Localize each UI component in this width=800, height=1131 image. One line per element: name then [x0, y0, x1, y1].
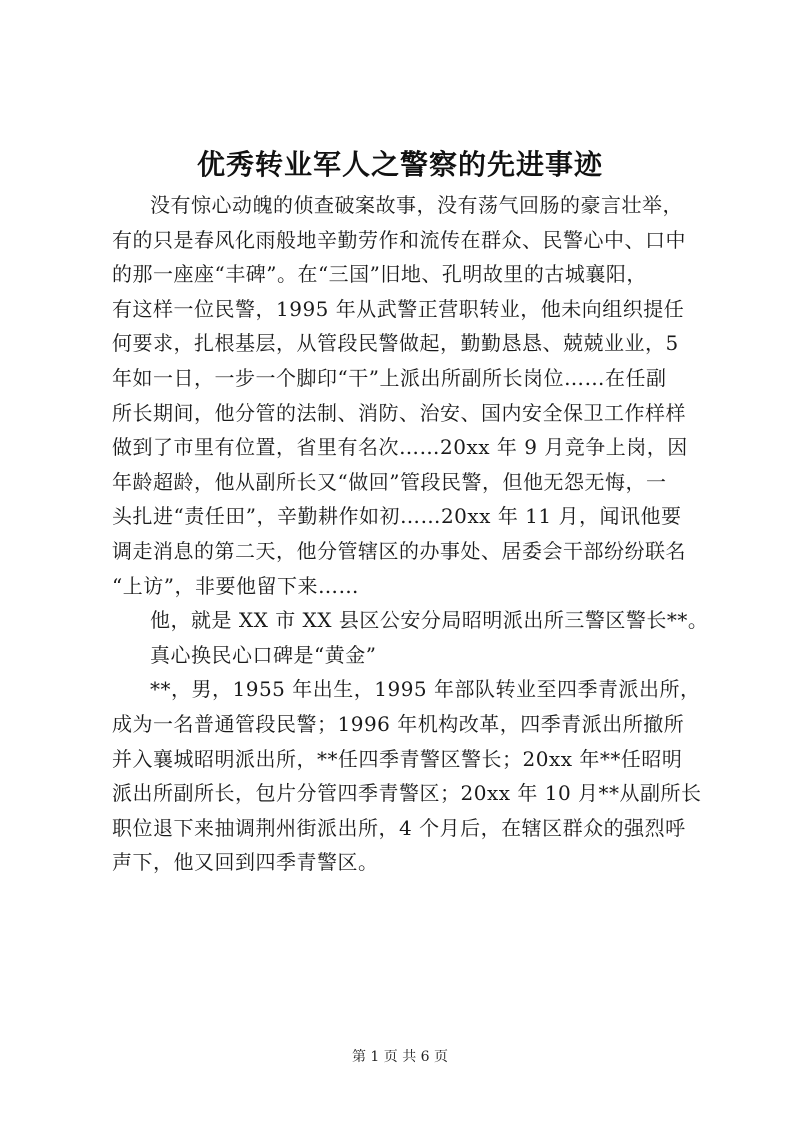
body-line: 做到了市里有位置，省里有名次……20xx 年 9 月竞争上岗，因 [112, 435, 688, 460]
body-line: 有的只是春风化雨般地辛勤劳作和流传在群众、民警心中、口中 [112, 227, 686, 252]
body-line: 没有惊心动魄的侦查破案故事，没有荡气回肠的豪言壮举， [150, 193, 683, 217]
body-line: 何要求，扎根基层，从管段民警做起，勤勤恳恳、兢兢业业，5 [112, 331, 679, 356]
body-line: 他，就是 XX 市 XX 县区公安分局昭明派出所三警区警长**。 [150, 608, 709, 633]
body-line: 所长期间，他分管的法制、消防、治安、国内安全保卫工作样样 [112, 400, 686, 425]
page-number: 第 1 页 共 6 页 [351, 1049, 449, 1065]
body-line: “上访”，非要他留下来…… [112, 573, 359, 598]
body-line: 的那一座座“丰碑”。在“三国”旧地、孔明故里的古城襄阳， [112, 262, 647, 287]
section-heading: 真心换民心口碑是“黄金” [150, 642, 377, 667]
body-line: 年如一日，一步一个脚印“干”上派出所副所长岗位……在任副 [112, 365, 667, 390]
body-line: 声下，他又回到四季青警区。 [112, 850, 379, 875]
body-line: 派出所副所长，包片分管四季青警区；20xx 年 10 月**从副所长 [112, 781, 702, 806]
document-title: 优秀转业军人之警察的先进事迹 [196, 148, 603, 181]
body-line: 调走消息的第二天，他分管辖区的办事处、居委会干部纷纷联名 [112, 538, 686, 563]
body-line: 有这样一位民警，1995 年从武警正营职转业，他未向组织提任 [112, 296, 685, 321]
document-body [112, 188, 712, 880]
body-line: 职位退下来抽调荆州街派出所，4 个月后，在辖区群众的强烈呼 [112, 815, 686, 840]
body-line: 成为一名普通管段民警；1996 年机构改革，四季青派出所撤所 [112, 711, 685, 736]
body-line: 年龄超龄，他从副所长又“做回”管段民警，但他无怨无悔，一 [112, 469, 667, 494]
body-line: 并入襄城昭明派出所，**任四季青警区警长；20xx 年**任昭明 [112, 746, 683, 771]
body-line: **，男，1955 年出生，1995 年部队转业至四季青派出所， [150, 677, 701, 702]
body-line: 头扎进“责任田”，辛勤耕作如初……20xx 年 11 月，闻讯他要 [112, 504, 682, 529]
